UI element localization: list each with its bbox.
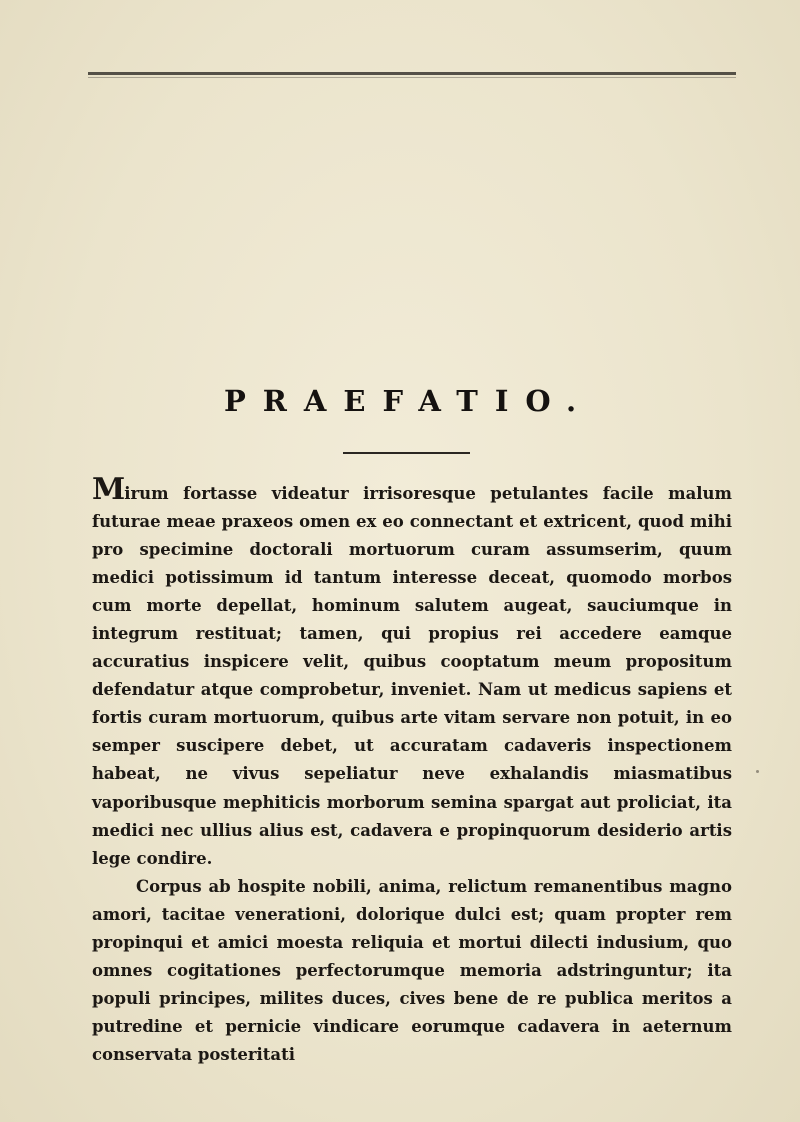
top-rule	[88, 72, 736, 75]
page-title: PRAEFATIO.	[223, 384, 594, 418]
paragraph-1-text: irum fortasse videatur irrisoresque petulantes facile malum futurae meae praxeos omen ex eo connectant et extricent, quod mihi pro specimine doctorali mortuorum curam assumserim, quum medici potissimum id tantum interesse deceat, quomodo morbos cum morte depellat, hominum salutem augeat, sauciumque in integrum restituat; tamen, qui propius rei accedere eamque accuratius inspicere velit, quibus cooptatum meum propositum defendatur atque comprobetur, inveniet. Nam ut medicus sapiens et fortis curam mortuorum, quibus arte vitam servare non potuit, in eo semper suscipere debet, ut accuratam cadaveris inspectionem habeat, ne vivus sepeliatur neve exhalandis miasmatibus vaporibusque mephiticis morborum semina spargat aut proliciat, ita medici nec ullius alius est, cadavera e propinquorum desiderio artis lege condire.	[92, 484, 732, 868]
body-text	[92, 472, 732, 1069]
top-rule-shadow	[88, 77, 736, 78]
title-divider	[343, 452, 470, 454]
drop-initial: M	[92, 472, 125, 507]
margin-speck	[756, 770, 759, 773]
paragraph-2: Corpus ab hospite nobili, anima, relictum remanentibus magno amori, tacitae venerationi, dolorique dulci est; quam propter rem propinqui et amici moesta reliquia et mortui dilecti indusium, quo omnes cogitationes perfectorumque memoria adstringuntur; ita populi principes, milites duces, cives bene de re publica meritos a putredine et pernicie vindicare eorumque cadavera in aeternum conservata posteritati	[92, 876, 732, 1064]
paragraph-1	[92, 472, 732, 873]
